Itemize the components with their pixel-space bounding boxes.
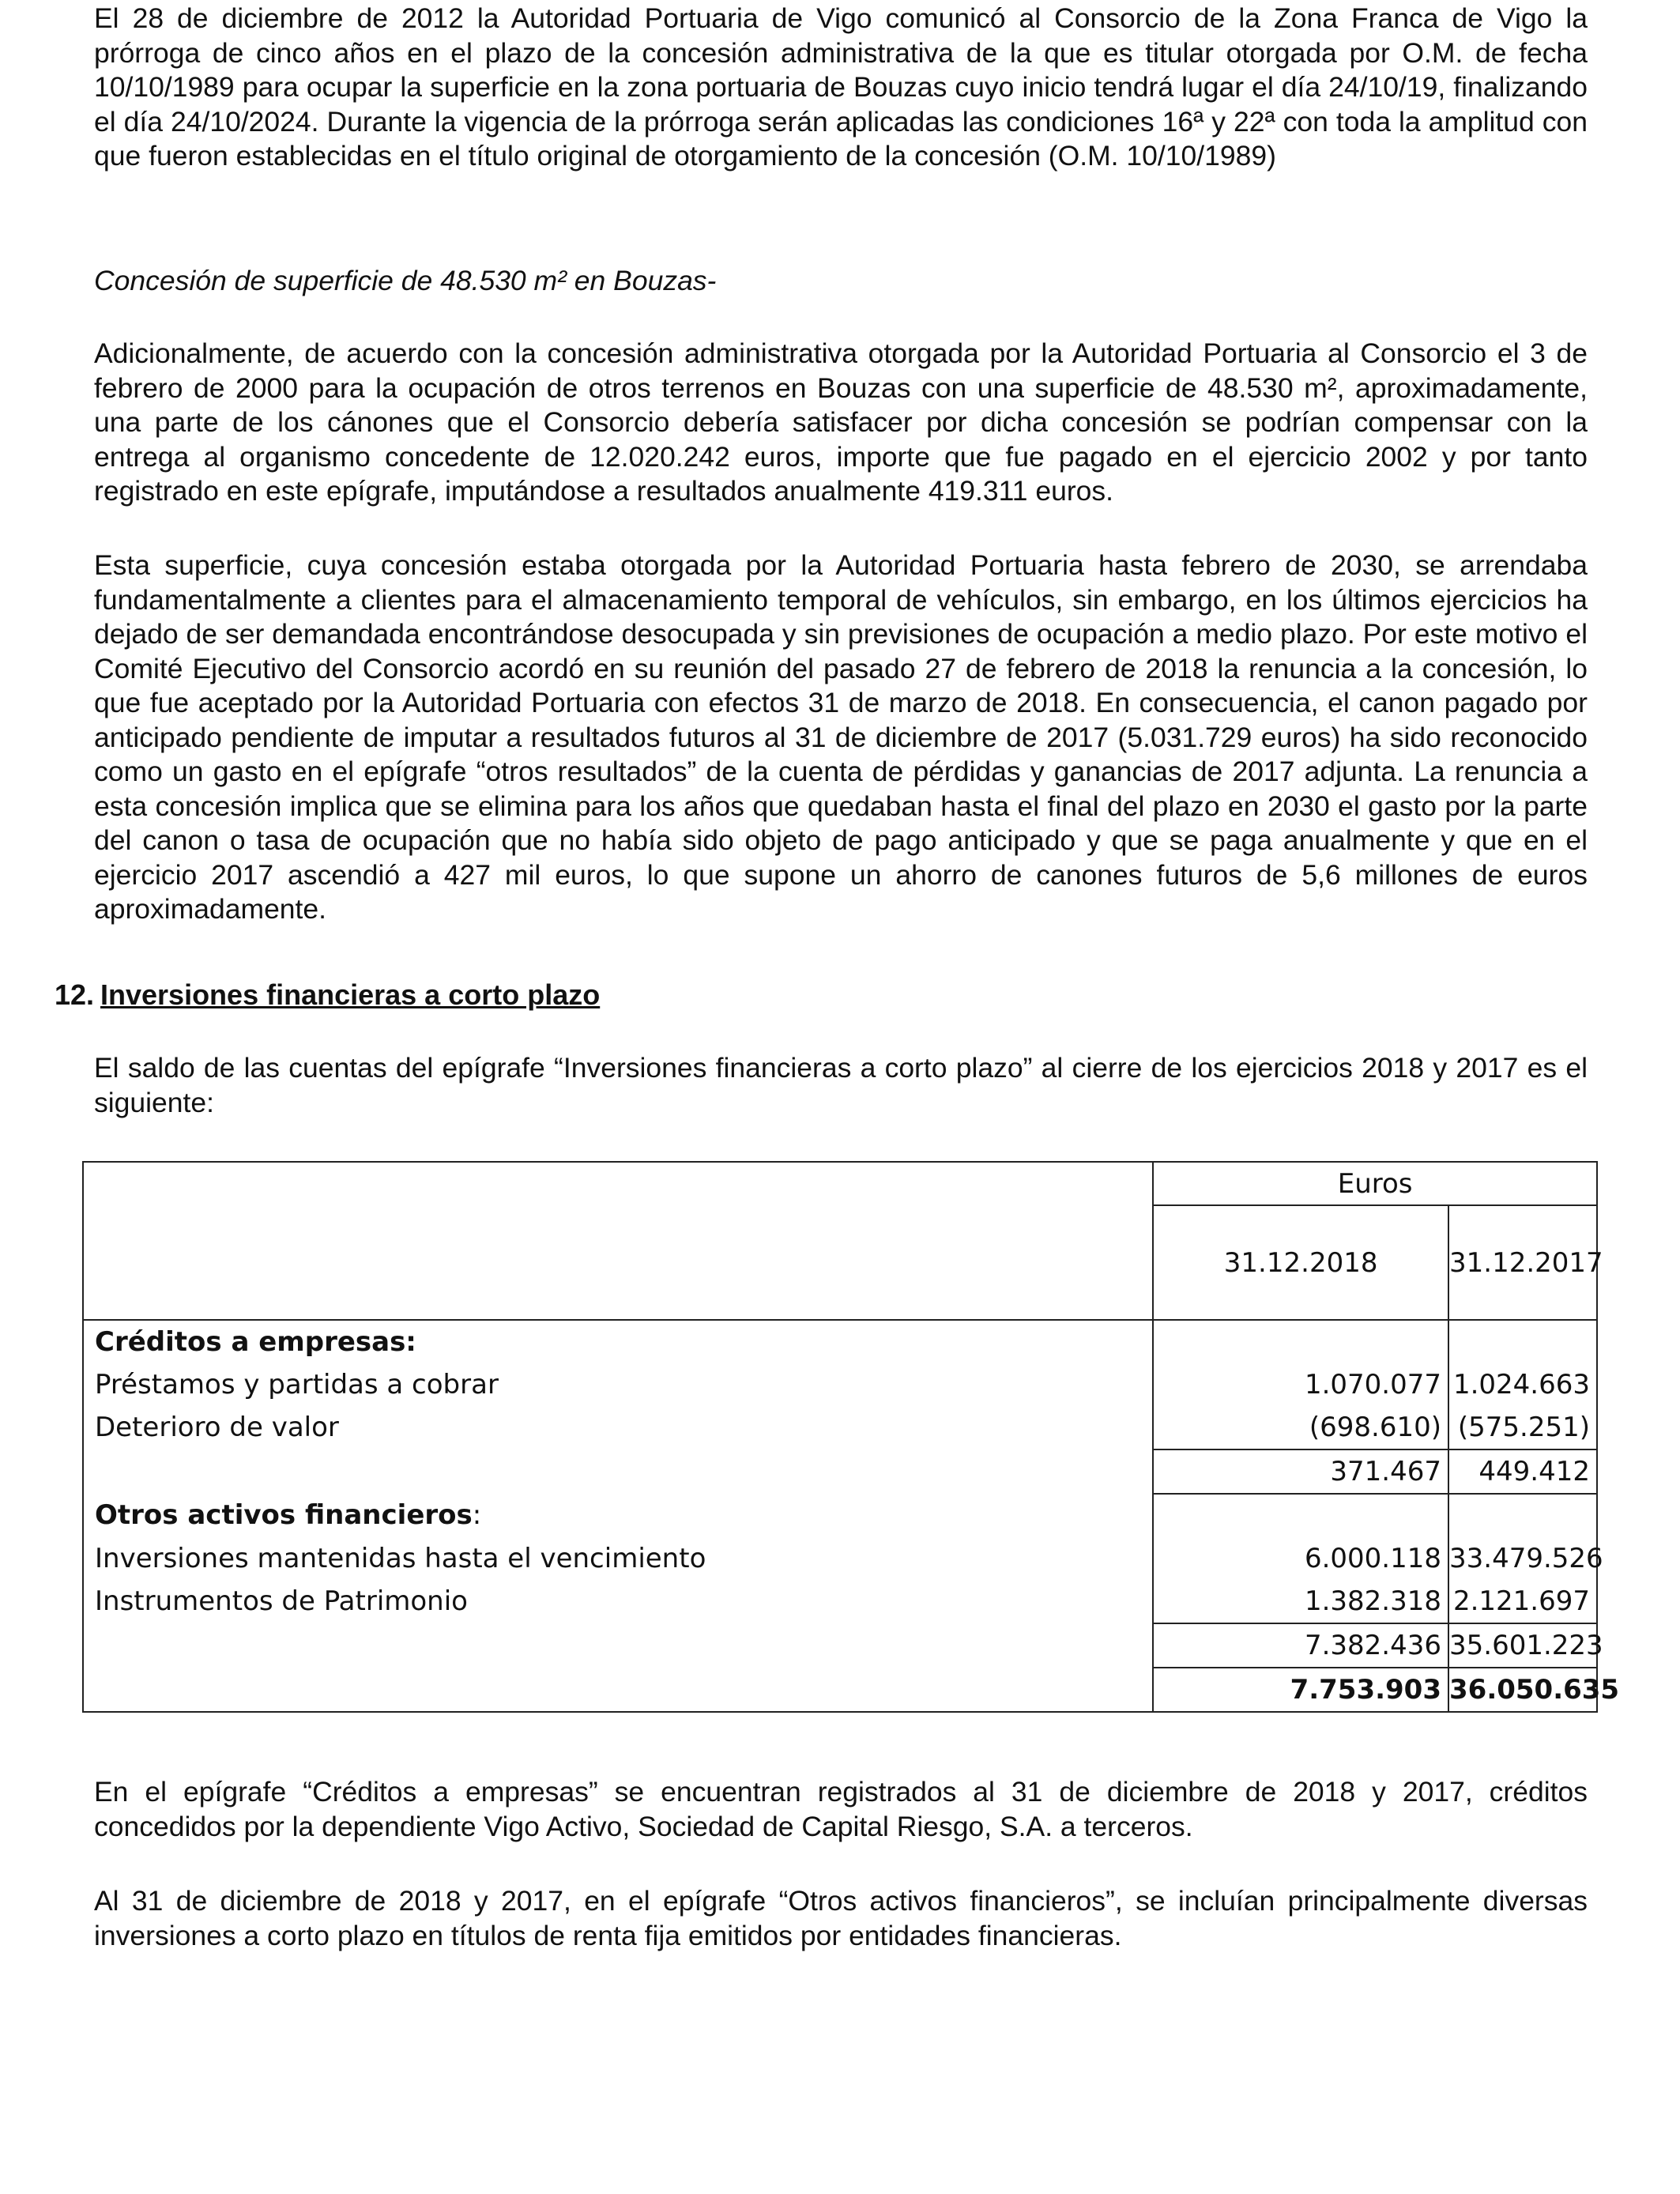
row-label: Préstamos y partidas a cobrar — [83, 1363, 1153, 1406]
table-row — [83, 1406, 1597, 1449]
value-2017: 33.479.526 — [1448, 1537, 1597, 1580]
paragraph-intro-table: El saldo de las cuentas del epígrafe “Inversiones financieras a corto plazo” al cierre de los ejercicios 2018 y 2017 es el siguiente: — [94, 1052, 1588, 1118]
paragraph-concesion-adicional: Adicionalmente, de acuerdo con la concesión administrativa otorgada por la Autoridad Portuaria al Consorcio el 3 de febrero de 2000 para la ocupación de otros terrenos en Bouzas con una superficie de 48.530 m², aproximadamente, una parte de los cánones que el Consorcio debería satisfacer por dicha concesión se podrían compensar con la entrega al organismo concedente de 12.020.242 euros, importe que fue pagado en el ejercicio 2002 y por tanto registrado en este epígrafe, imputándose a resultados anualmente 419.311 euros. — [94, 337, 1588, 507]
subtotal-2017: 449.412 — [1448, 1449, 1597, 1494]
row-label: Instrumentos de Patrimonio — [83, 1580, 1153, 1623]
total-2017: 36.050.635 — [1448, 1668, 1597, 1712]
paragraph-otros-note: Al 31 de diciembre de 2018 y 2017, en el epígrafe “Otros activos financieros”, se incluían principalmente diversas inversiones a corto plazo en títulos de renta fija emitidos por entidades financieras. — [94, 1885, 1588, 1951]
table-row — [83, 1537, 1597, 1580]
total-2018: 7.753.903 — [1153, 1668, 1448, 1712]
value-2017: 2.121.697 — [1448, 1580, 1597, 1623]
value-2018: 6.000.118 — [1153, 1537, 1448, 1580]
table-row — [83, 1363, 1597, 1406]
section-number: 12. — [54, 978, 94, 1011]
column-header-2017: 31.12.2017 — [1448, 1205, 1597, 1320]
subtotal-row-otros — [83, 1623, 1597, 1668]
value-2017: (575.251) — [1448, 1406, 1597, 1449]
subsection-title-bouzas: Concesión de superficie de 48.530 m² en Bouzas- — [94, 265, 717, 296]
group-heading-otros: Otros activos financieros: — [83, 1494, 1153, 1537]
value-2018: 1.382.318 — [1153, 1580, 1448, 1623]
section-title: Inversiones financieras a corto plazo — [100, 978, 601, 1011]
subtotal-2018: 371.467 — [1153, 1449, 1448, 1494]
subtotal-2017: 35.601.223 — [1448, 1623, 1597, 1668]
paragraph-prorroga: El 28 de diciembre de 2012 la Autoridad Portuaria de Vigo comunicó al Consorcio de la Zona Franca de Vigo la prórroga de cinco años en el plazo de la concesión administrativa de la que es titular otorgada por O.M. de fecha 10/10/1989 para ocupar la superficie en la zona portuaria de Bouzas cuyo inicio tendrá lugar el día 24/10/19, finalizando el día 24/10/2024. Durante la vigencia de la prórroga serán aplicadas las condiciones 16ª y 22ª con toda la amplitud con que fueron establecidas en el título original de otorgamiento de la concesión (O.M. 10/10/1989) — [94, 2, 1588, 172]
column-header-2018: 31.12.2018 — [1153, 1205, 1448, 1320]
subtotal-row-creditos — [83, 1449, 1597, 1494]
subtotal-2018: 7.382.436 — [1153, 1623, 1448, 1668]
group-heading-creditos: Créditos a empresas: — [83, 1320, 1153, 1363]
paragraph-renuncia-concesion: Esta superficie, cuya concesión estaba otorgada por la Autoridad Portuaria hasta febrero de 2030, se arrendaba fundamentalmente a clientes para el almacenamiento temporal de vehículos, sin embargo, en los últimos ejercicios ha dejado de ser demandada encontrándose desocupada y sin previsiones de ocupación a medio plazo. Por este motivo el Comité Ejecutivo del Consorcio acordó en su reunión del pasado 27 de febrero de 2018 la renuncia a la concesión, lo que fue aceptado por la Autoridad Portuaria con efectos 31 de marzo de 2018. En consecuencia, el canon pagado por anticipado pendiente de imputar a resultados futuros al 31 de diciembre de 2017 (5.031.729 euros) ha sido reconocido como un gasto en el epígrafe “otros resultados” de la cuenta de pérdidas y ganancias de 2017 adjunta. La renuncia a esta concesión implica que se elimina para los años que quedaban hasta el final del plazo en 2030 el gasto por la parte del canon o tasa de ocupación que no había sido objeto de pago anticipado y que se paga anualmente y que en el ejercicio 2017 ascendió a 427 mil euros, lo que supone un ahorro de canones futuros de 5,6 millones de euros aproximadamente. — [94, 549, 1588, 925]
row-label: Inversiones mantenidas hasta el vencimiento — [83, 1537, 1153, 1580]
paragraph-creditos-note: En el epígrafe “Créditos a empresas” se encuentran registrados al 31 de diciembre de 2018 y 2017, créditos concedidos por la dependiente Vigo Activo, Sociedad de Capital Riesgo, S.A. a terceros. — [94, 1776, 1588, 1842]
investments-table — [82, 1161, 1620, 1713]
total-row — [83, 1668, 1597, 1712]
section-heading — [26, 978, 600, 1012]
value-2017: 1.024.663 — [1448, 1363, 1597, 1406]
currency-header: Euros — [1153, 1162, 1597, 1205]
row-label: Deterioro de valor — [83, 1406, 1153, 1449]
table-row — [83, 1580, 1597, 1623]
value-2018: 1.070.077 — [1153, 1363, 1448, 1406]
value-2018: (698.610) — [1153, 1406, 1448, 1449]
